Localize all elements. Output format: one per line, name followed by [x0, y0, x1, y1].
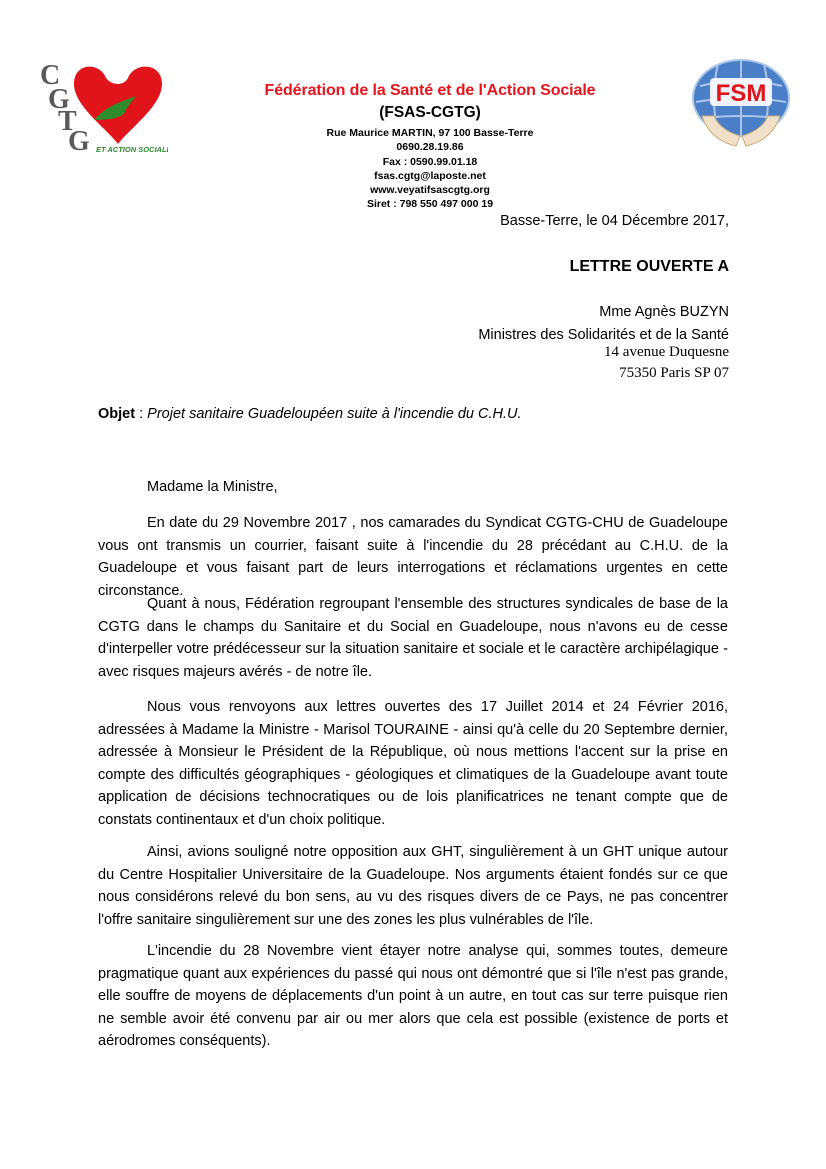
- body-paragraph: Ainsi, avions souligné notre opposition aux GHT, singulièrement à un GHT unique autour du Centre Hospitalier Universitaire de la Guadeloupe. Nos arguments étaient fondés sur ce que nous considérons relevé du bon sens, au vu des risques divers de ce Pays, ne pas concentrer l'offre sanitaire singulièrement sur une des zones les plus vulnérables de l'île.: [98, 844, 728, 928]
- recipient-title: Ministres des Solidarités et de la Santé: [478, 327, 729, 343]
- subject-separator: :: [135, 406, 148, 422]
- body-paragraph: L'incendie du 28 Novembre vient étayer notre analyse qui, sommes toutes, demeure pragmatique quant aux expériences du passé qui nous ont démontré que si l'île n'est pas grande, elle souffre de moyens de déplacements d'un point à un autre, en tout cas sur terre puisque rien ne semble avoir été convenu par air ou mer alors que cela est possible (existence de ports et aérodromes conséquents).: [98, 943, 728, 1050]
- org-website: www.veyatifsascgtg.org: [370, 184, 490, 197]
- logo-caption: ET ACTION SOCIALE: [96, 145, 168, 154]
- date-line: Basse-Terre, le 04 Décembre 2017,: [500, 213, 729, 229]
- svg-text:FSM: FSM: [715, 80, 767, 107]
- letter-title: LETTRE OUVERTE A: [569, 258, 729, 275]
- subject-line: [98, 406, 522, 422]
- org-address: Rue Maurice MARTIN, 97 100 Basse-Terre: [326, 127, 534, 139]
- cgtg-logo: [34, 58, 168, 154]
- org-siret: Siret : 798 550 497 000 19: [366, 198, 494, 211]
- org-acronym: (FSAS-CGTG): [379, 104, 481, 121]
- subject-label: Objet: [98, 406, 136, 422]
- org-contact-block: [180, 126, 680, 212]
- subject-text: Projet sanitaire Guadeloupéen suite à l'incendie du C.H.U.: [147, 406, 522, 422]
- salutation: Madame la Ministre,: [147, 479, 278, 495]
- recipient-street: 14 avenue Duquesne: [604, 344, 729, 360]
- fsm-logo: [680, 56, 802, 150]
- org-name: Fédération de la Santé et de l'Action Sociale: [264, 82, 596, 99]
- recipient-city: 75350 Paris SP 07: [619, 365, 729, 381]
- svg-text:T: T: [58, 106, 77, 137]
- org-fax: Fax : 0590.99.01.18: [382, 155, 478, 168]
- body-paragraph: En date du 29 Novembre 2017 , nos camarades du Syndicat CGTG-CHU de Guadeloupe vous ont transmis un courrier, faisant suite à l'incendie du 28 précédant au C.H.U. de la Guadeloupe et vous faisant part de leurs interrogations et réclamations urgentes en cette circonstance.: [98, 515, 728, 599]
- svg-text:G: G: [48, 84, 70, 115]
- org-email: fsas.cgtg@laposte.net: [374, 169, 486, 182]
- org-phone: 0690.28.19.86: [396, 141, 464, 154]
- svg-text:C: C: [40, 60, 61, 91]
- body-paragraph: Quant à nous, Fédération regroupant l'ensemble des structures syndicales de base de la CGTG dans le champs du Sanitaire et du Social en Guadeloupe, nous n'avons eu de cesse d'interpeller votre prédécesseur sur la situation sanitaire et sociale et le caractère archipélagique - avec risques majeurs avérés - de notre île.: [98, 596, 728, 680]
- svg-text:G: G: [68, 126, 90, 154]
- recipient-name: Mme Agnès BUZYN: [599, 304, 729, 320]
- body-paragraph: Nous vous renvoyons aux lettres ouvertes des 17 Juillet 2014 et 24 Février 2016, adressées à Madame la Ministre - Marisol TOURAINE - ainsi qu'à celle du 20 Septembre dernier, adressée à Monsieur le Président de la République, où nous mettions l'accent sur la prise en compte des difficultés géographiques - géologiques et climatiques de la Guadeloupe avant toute application de décisions technocratiques ou de lois planificatrices ne tenant compte que de constats continentaux et d'un choix politique.: [98, 699, 728, 828]
